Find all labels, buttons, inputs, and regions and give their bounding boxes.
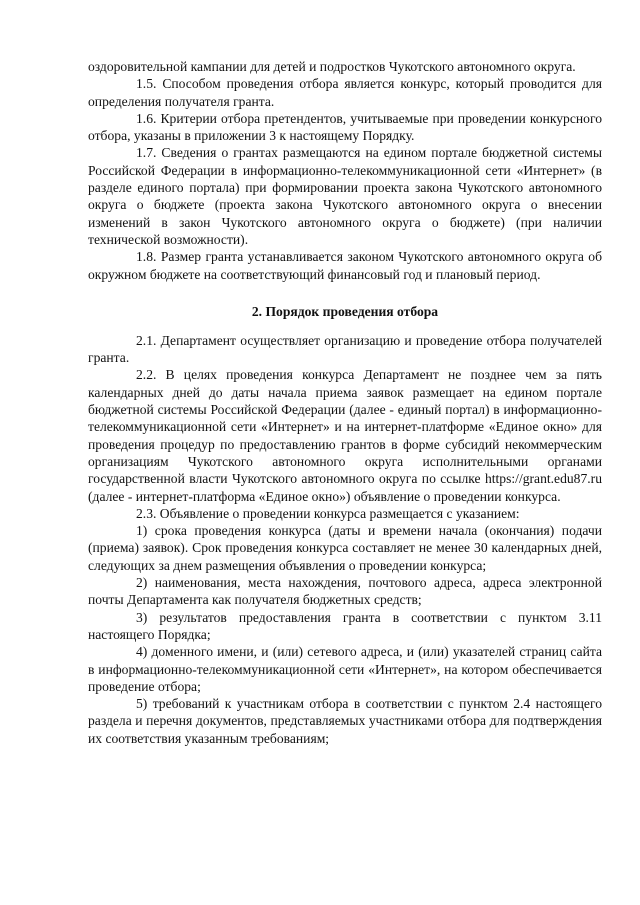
paragraph-2-1: 2.1. Департамент осуществляет организацию и проведение отбора получателей гранта. xyxy=(88,332,602,366)
paragraph-2-3: 2.3. Объявление о проведении конкурса размещается с указанием: xyxy=(136,505,520,521)
list-item-5: 5) требований к участникам отбора в соответствии с пунктом 2.4 настоящего раздела и перечня документов, представляемых участниками отбора для подтверждения их соответствия указанным требованиям; xyxy=(88,696,602,746)
paragraph-1-5: 1.5. Способом проведения отбора является конкурс, который проводится для определения получателя гранта. xyxy=(88,76,602,109)
section-heading: 2. Порядок проведения отбора xyxy=(251,303,439,319)
list-item-4: 4) доменного имени, и (или) сетевого адреса, и (или) указателей страниц сайта в информационно-телекоммуникационной сети «Интернет», на котором обеспечивается проведение отбора; xyxy=(88,644,602,694)
paragraph-continuation: оздоровительной кампании для детей и подростков Чукотского автономного округа. xyxy=(88,59,576,74)
list-item-1: 1) срока проведения конкурса (даты и времени начала (окончания) подачи (приема) заявок). Срок проведения конкурса составляет не менее 30 календарных дней, следующих за днем размещения объявления о проведении конкурса; xyxy=(88,523,602,573)
paragraph-1-7: 1.7. Сведения о грантах размещаются на едином портале бюджетной системы Российской Федерации в информационно-телекоммуникационной сети «Интернет» (в разделе единого портала) при формировании проекта закона Чукотского автономного округа о бюджете (проекта закона Чукотского автономного округа о внесении изменений в закон Чукотского автономного округа о бюджете) (при наличии технической возможности). xyxy=(88,145,602,247)
list-item-3: 3) результатов предоставления гранта в соответствии с пунктом 3.11 настоящего Порядка; xyxy=(88,609,602,642)
paragraph-1-8: 1.8. Размер гранта устанавливается законом Чукотского автономного округа об окружном бюджете на соответствующий финансовый год и плановый период. xyxy=(88,249,602,282)
paragraph-2-2: 2.2. В целях проведения конкурса Департамент не позднее чем за пять календарных дней до даты начала приема заявок размещает на едином портале бюджетной системы Российской Федерации (далее - единый портал) в информационно-телекоммуникационной сети «Интернет» и на интернет-платформе «Единое окно» для проведения процедур по предоставлению грантов в форме субсидий некоммерческим организациям Чукотского автономного округа исполнительными органами государственной власти Чукотского автономного округа по ссылке https://grant.edu87.ru (далее - интернет-платформа «Единое окно») объявление о проведении конкурса. xyxy=(88,367,602,504)
paragraph-1-6: 1.6. Критерии отбора претендентов, учитываемые при проведении конкурсного отбора, указаны в приложении 3 к настоящему Порядку. xyxy=(88,110,602,144)
list-item-2: 2) наименования, места нахождения, почтового адреса, адреса электронной почты Департамента как получателя бюджетных средств; xyxy=(88,575,602,608)
